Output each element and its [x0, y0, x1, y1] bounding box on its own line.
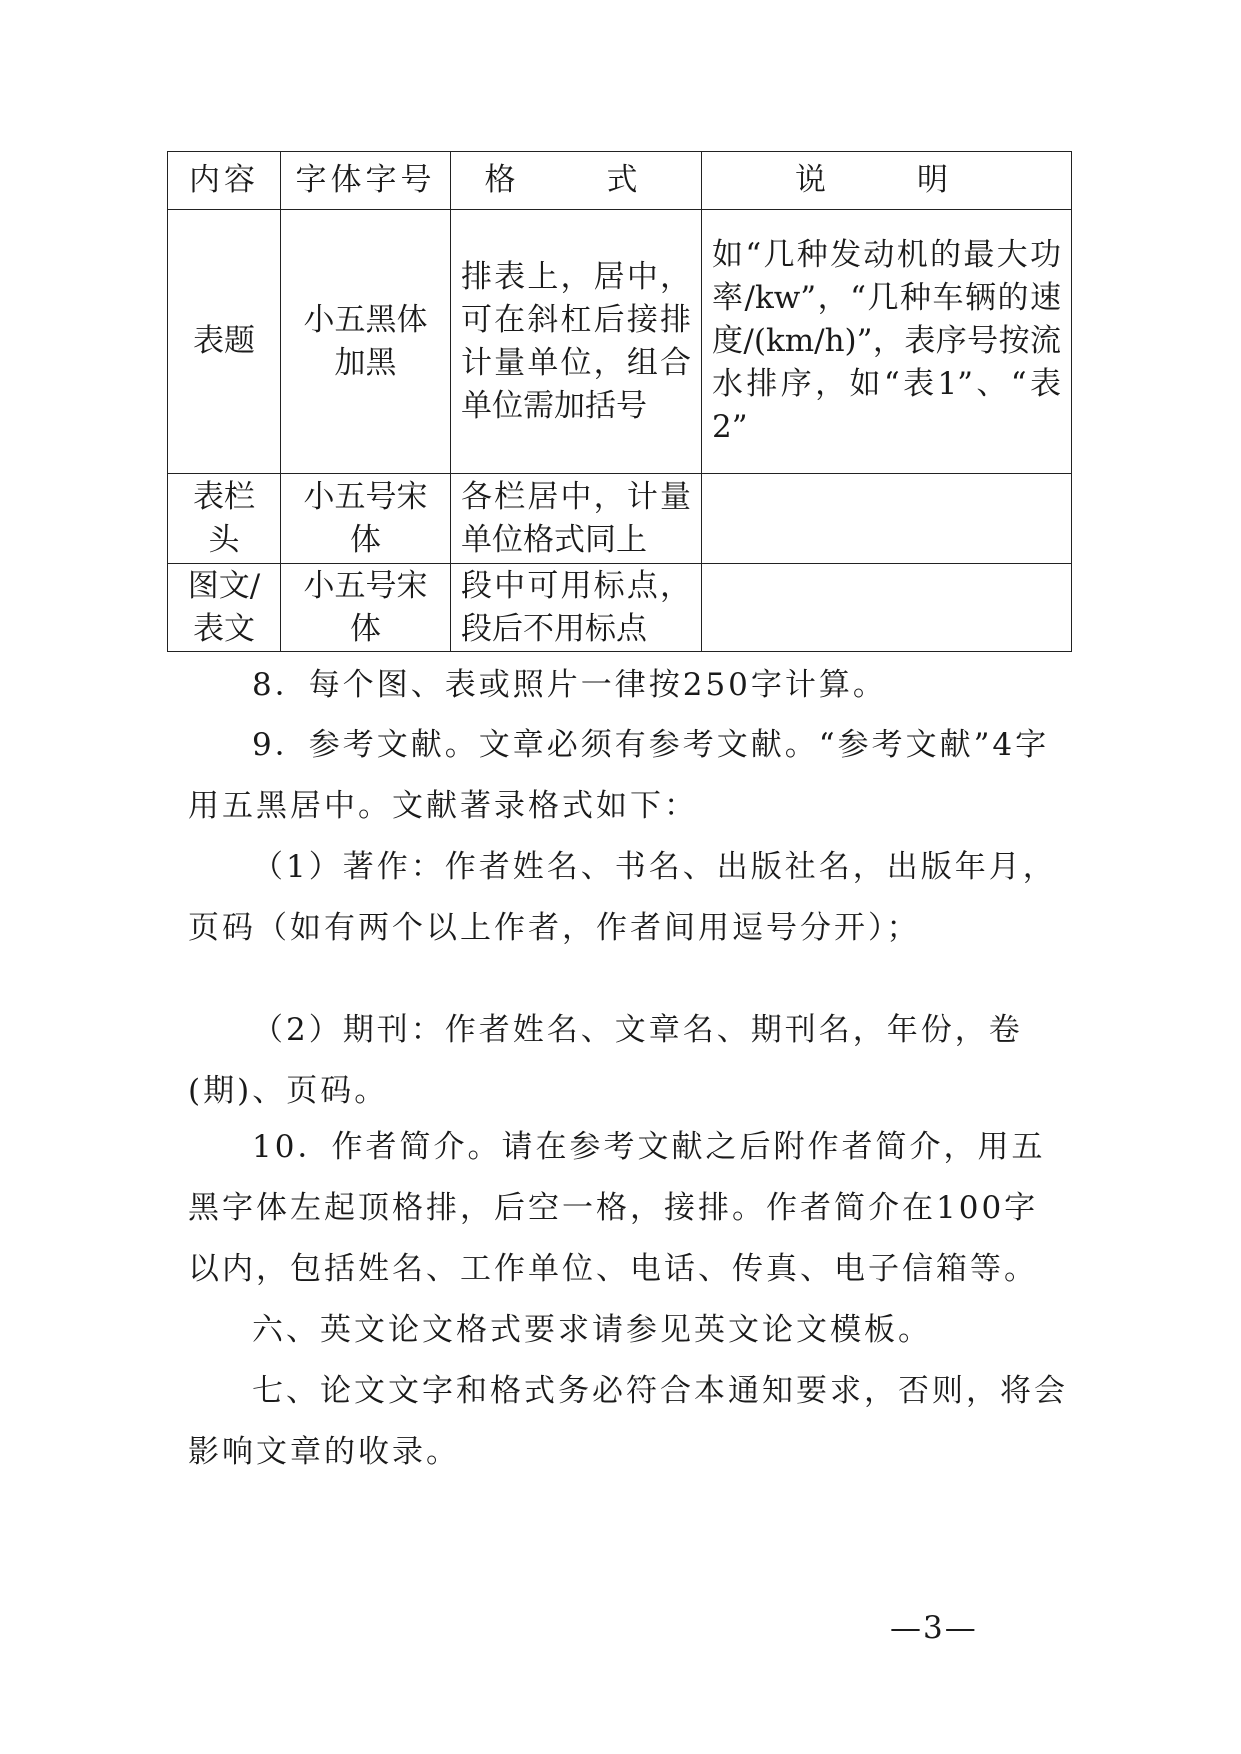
paragraph-reference-book: （1）著作：作者姓名、书名、出版社名，出版年月，页码（如有两个以上作者，作者间用逗号分开）；: [188, 849, 1057, 946]
cell-content: 图文/表文: [168, 564, 281, 652]
cell-format: 排表上，居中，可在斜杠后接排计量单位，组合单位需加括号: [451, 210, 702, 474]
cell-font: 小五黑体加黑: [281, 210, 451, 474]
cell-font: 小五号宋体: [281, 474, 451, 564]
cell-format: 段中可用标点，段后不用标点: [451, 564, 702, 652]
page-number: —3—: [890, 1610, 978, 1646]
cell-font: 小五号宋体: [281, 564, 451, 652]
paragraph-section-6: 六、英文论文格式要求请参见英文论文模板。: [252, 1312, 932, 1348]
cell-note: [702, 564, 1072, 652]
paragraph-reference-journal: （2）期刊：作者姓名、文章名、期刊名，年份，卷(期)、页码。: [188, 1012, 1023, 1109]
paragraph-item-10: 10．作者简介。请在参考文献之后附作者简介，用五黑字体左起顶格排，后空一格，接排。作者简介在100字以内，包括姓名、工作单位、电话、传真、电子信箱等。: [188, 1129, 1046, 1287]
format-spec-table: [167, 151, 1072, 652]
header-content: 内容: [168, 152, 281, 210]
header-format: 格 式: [451, 152, 702, 210]
cell-content: 表题: [168, 210, 281, 474]
table-row: [168, 210, 1072, 474]
header-font-size: 字体字号: [281, 152, 451, 210]
paragraph-item-8: 8．每个图、表或照片一律按250字计算。: [252, 667, 887, 703]
cell-format: 各栏居中，计量单位格式同上: [451, 474, 702, 564]
table-header-row: [168, 152, 1072, 210]
paragraph-item-9: 9．参考文献。文章必须有参考文献。“参考文献”4字用五黑居中。文献著录格式如下：: [188, 727, 1050, 824]
table-row: [168, 474, 1072, 564]
header-note: 说 明: [702, 152, 1072, 210]
cell-note: 如“几种发动机的最大功率/kw”，“几种车辆的速度/(km/h)”，表序号按流水排序，如“表1”、“表2”: [702, 210, 1072, 474]
cell-note: [702, 474, 1072, 564]
cell-content: 表栏头: [168, 474, 281, 564]
table-row: [168, 564, 1072, 652]
paragraph-section-7: 七、论文文字和格式务必符合本通知要求，否则，将会影响文章的收录。: [188, 1373, 1068, 1470]
